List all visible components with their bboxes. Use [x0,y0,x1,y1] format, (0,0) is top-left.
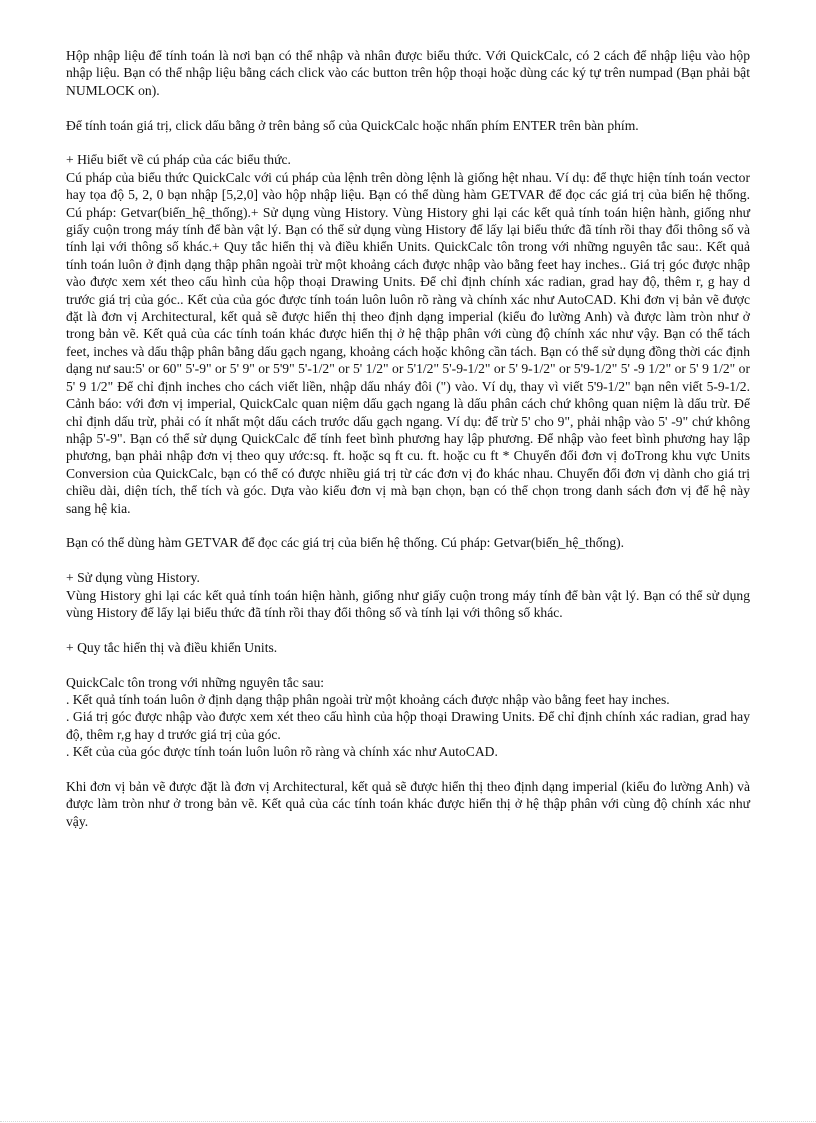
paragraph-history-body: Vùng History ghi lại các kết quả tính toán hiện hành, giống như giấy cuộn trong máy tính để bàn vật lý. Bạn có thể sử dụng vùng History để lấy lại biểu thức đã tính rồi thay đổi thông số và tính lại với thông số khác. [66,587,750,620]
list-item: . Kết của của góc được tính toán luôn luôn rõ ràng và chính xác như AutoCAD. [66,744,498,760]
section-expression-syntax [66,151,750,517]
paragraph-calculate: Để tính toán giá trị, click dấu bằng ở trên bảng số của QuickCalc hoặc nhấn phím ENTER trên bàn phím. [66,117,639,133]
paragraph-architectural: Khi đơn vị bản vẽ được đặt là đơn vị Architectural, kết quả sẽ được hiển thị theo định dạng imperial (kiểu đo lường Anh) và được làm tròn như ở trong bản vẽ. Kết quả của các tính toán khác được hiển thị ở hệ thập phân với cùng độ chính xác như vậy. [66,778,750,829]
section-history [66,569,750,621]
section-heading: + Sử dụng vùng History. [66,570,200,586]
document-page [66,47,750,830]
rules-intro: QuickCalc tôn trong với những nguyên tắc sau: [66,674,325,690]
paragraph-syntax-body: Cú pháp của biểu thức QuickCalc với cú pháp của lệnh trên dòng lệnh là giống hệt nhau. Ví dụ: để thực hiện tính toán vector hay tọa độ 5, 2, 0 bạn nhập [5,2,0] vào hộp nhập liệu. Bạn có thể dùng hàm GETVAR để đọc các giá trị của biến hệ thống. Cú pháp: Getvar(biến_hệ_thống).+ Sử dụng vùng History. Vùng History ghi lại các kết quả tính toán hiện hành, giống như giấy cuộn trong máy tính để bàn vật lý. Bạn có thể sử dụng vùng History để lấy lại biểu thức đã tính rồi thay đổi thông số và tính lại với thông số khác.+ Quy tắc hiển thị và điều khiển Units. QuickCalc tôn trong với những nguyên tắc sau:. Kết quả tính toán luôn ở định dạng thập phân ngoài trừ một khoảng cách được nhập vào bằng feet hay inches.. Giá trị góc được nhập vào được xem xét theo cấu hình của hộp thoại Drawing Units. Để chỉ định chính xác radian, grad hay độ, thêm r, g hay d trước giá trị của góc.. Kết của của góc được tính toán luôn luôn rõ ràng và chính xác như AutoCAD. Khi đơn vị bản vẽ được đặt là đơn vị Architectural, kết quả sẽ được hiển thị theo định dạng imperial (kiểu đo lường Anh) và được làm tròn như ở trong bản vẽ. Kết quả của các tính toán khác được hiển thị ở hệ thập phân với cùng độ chính xác như vậy. Bạn có thể tách feet, inches và dấu thập phân bằng dấu gạch ngang, khoảng cách hoặc không cần tách. Bạn có thể sử dụng đồng thời các định dạng nư sau:5' or 60" 5'-9" or 5' 9" or 5'9" 5'-1/2" or 5' 1/2" or 5'1/2" 5'-9-1/2" or 5' 9-1/2" or 5'9-1/2" 5' -9 1/2" or 5' 9 1/2" or 5' 9 1/2" Để chỉ định inches cho cách viết liền, nhập dấu nháy đôi (") vào. Ví dụ, thay vì viết 5'9-1/2" bạn nên viết 5-9-1/2. Cảnh báo: với đơn vị imperial, QuickCalc quan niệm dấu gạch ngang là dấu phân cách chứ không quan niệm là dấu trừ. Để chỉ định dấu trừ, phải có ít nhất một dấu cách trước dấu gạch ngang. Ví dụ: để trừ 5' cho 9", phải nhập vào 5' -9" chứ không nhập 5'-9". Bạn có thể sử dụng QuickCalc để tính feet bình phương hay lập phương. Để nhập vào feet bình phương hay lập phương, bạn phải nhập đơn vị theo quy ước:sq. ft. hoặc sq ft cu. ft. hoặc cu ft * Chuyển đổi đơn vị đoTrong khu vực Units Conversion của QuickCalc, bạn có thể có được nhiều giá trị từ các đơn vị đo khác nhau. Chuyển đổi đơn vị dành cho giá trị chiều dài, diện tích, thể tích và góc. Dựa vào kiểu đơn vị mà bạn chọn, bạn có thể chọn trong danh sách đơn vị để hệ này sang hệ kia. [66,169,750,516]
paragraph-input-box: Hộp nhập liệu để tính toán là nơi bạn có thể nhập và nhân được biểu thức. Với QuickCalc, có 2 cách để nhập liệu vào hộp nhập liệu. Bạn có thể nhập liệu bằng cách click vào các button trên hộp thoại hoặc dùng các ký tự trên numpad (Bạn phải bật NUMLOCK on). [66,48,750,98]
section-heading-units: + Quy tắc hiển thị và điều khiển Units. [66,639,278,655]
section-units-rules [66,674,750,761]
section-heading: + Hiểu biết về cú pháp của các biểu thức. [66,152,291,168]
paragraph-getvar: Bạn có thể dùng hàm GETVAR để đọc các giá trị của biến hệ thống. Cú pháp: Getvar(biến_hệ_thống). [66,535,625,551]
list-item: . Giá trị góc được nhập vào được xem xét theo cấu hình của hộp thoại Drawing Units. Để chỉ định chính xác radian, grad hay độ, thêm r,g hay d trước giá trị của góc. [66,709,750,742]
list-item: . Kết quả tính toán luôn ở định dạng thập phân ngoài trừ một khoảng cách được nhập vào bằng feet hay inches. [66,691,670,707]
